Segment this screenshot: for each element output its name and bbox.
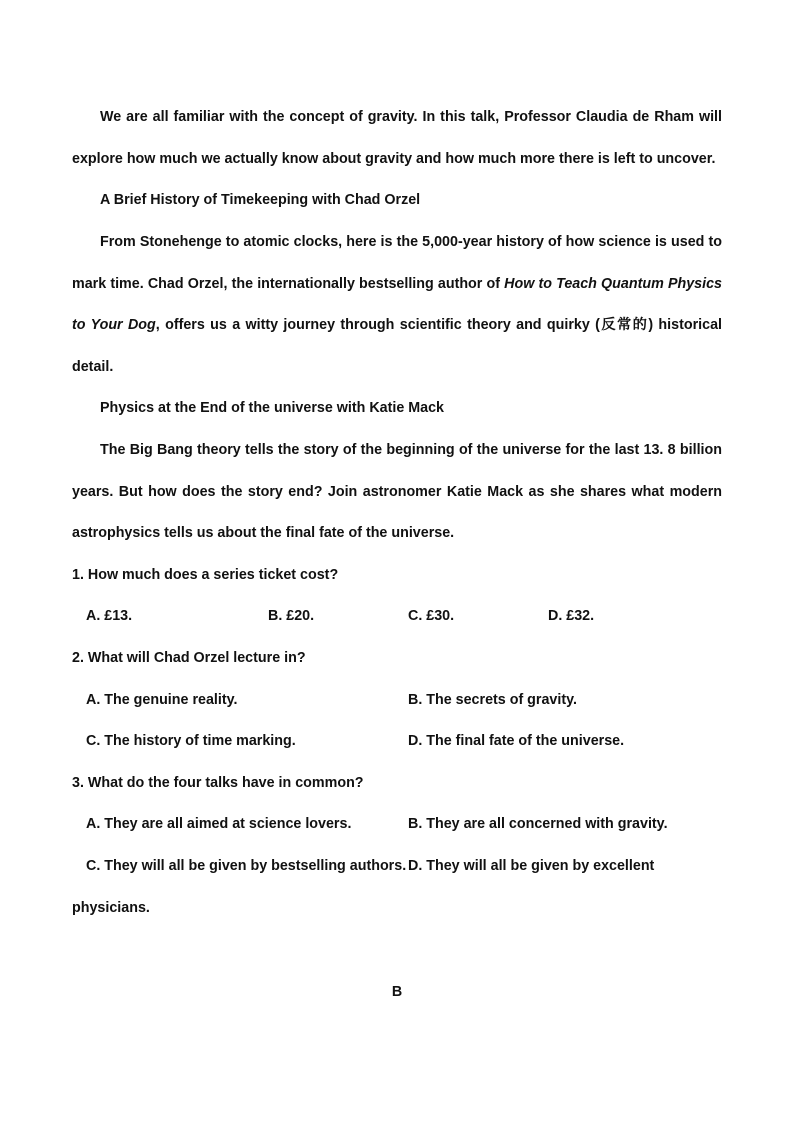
talk-heading-timekeeping: A Brief History of Timekeeping with Chad Orzel — [100, 192, 421, 208]
passage-p1-line1: We are all familiar with the concept of gravity. In this talk, Professor Claudia de Rham will — [100, 109, 722, 125]
question-2-option-c: C. The history of time marking. — [86, 733, 296, 749]
passage-p3-line1: The Big Bang theory tells the story of the beginning of the universe for the last 13. 8 billion — [100, 442, 722, 458]
question-1-option-b: B. £20. — [268, 608, 315, 624]
question-3-option-b: B. They are all concerned with gravity. — [408, 816, 668, 832]
book-title-part1: How to Teach Quantum Physics — [504, 276, 722, 292]
question-3-option-d: D. They will all be given by excellent — [408, 858, 655, 874]
passage-p3-line2: years. But how does the story end? Join astronomer Katie Mack as she shares what modern — [72, 484, 722, 500]
passage-p2-line4: detail. — [72, 359, 114, 375]
question-3-stem: 3. What do the four talks have in common? — [72, 775, 364, 791]
passage-p1-line2: explore how much we actually know about gravity and how much more there is left to uncover. — [72, 151, 716, 167]
passage-p2-line2-text: mark time. Chad Orzel, the internationally bestselling author of — [72, 276, 505, 292]
question-1-option-c: C. £30. — [408, 608, 455, 624]
question-2-option-b: B. The secrets of gravity. — [408, 692, 577, 708]
book-title-part2: to Your Dog — [72, 317, 156, 333]
passage-p2-line3-text: , offers us a witty journey through scientific theory and quirky (反常的) historical — [155, 317, 722, 333]
question-2-option-d: D. The final fate of the universe. — [408, 733, 625, 749]
question-2-option-a: A. The genuine reality. — [86, 692, 238, 708]
passage-p2-line1: From Stonehenge to atomic clocks, here is the 5,000-year history of how science is used to — [100, 234, 722, 250]
question-1-option-d: D. £32. — [548, 608, 595, 624]
question-1-option-a: A. £13. — [86, 608, 133, 624]
question-3-option-a: A. They are all aimed at science lovers. — [86, 816, 352, 832]
question-2-stem: 2. What will Chad Orzel lecture in? — [72, 650, 306, 666]
passage-p3-line3: astrophysics tells us about the final fate of the universe. — [72, 525, 455, 541]
question-1-stem: 1. How much does a series ticket cost? — [72, 567, 339, 583]
question-3-option-d-continued: physicians. — [72, 900, 150, 916]
passage-p2-line2 — [72, 274, 722, 294]
question-3-option-c: C. They will all be given by bestselling authors. — [86, 858, 407, 874]
passage-p2-line3 — [72, 315, 722, 335]
talk-heading-end-of-universe: Physics at the End of the universe with Katie Mack — [100, 400, 445, 416]
section-label: B — [391, 984, 403, 1000]
